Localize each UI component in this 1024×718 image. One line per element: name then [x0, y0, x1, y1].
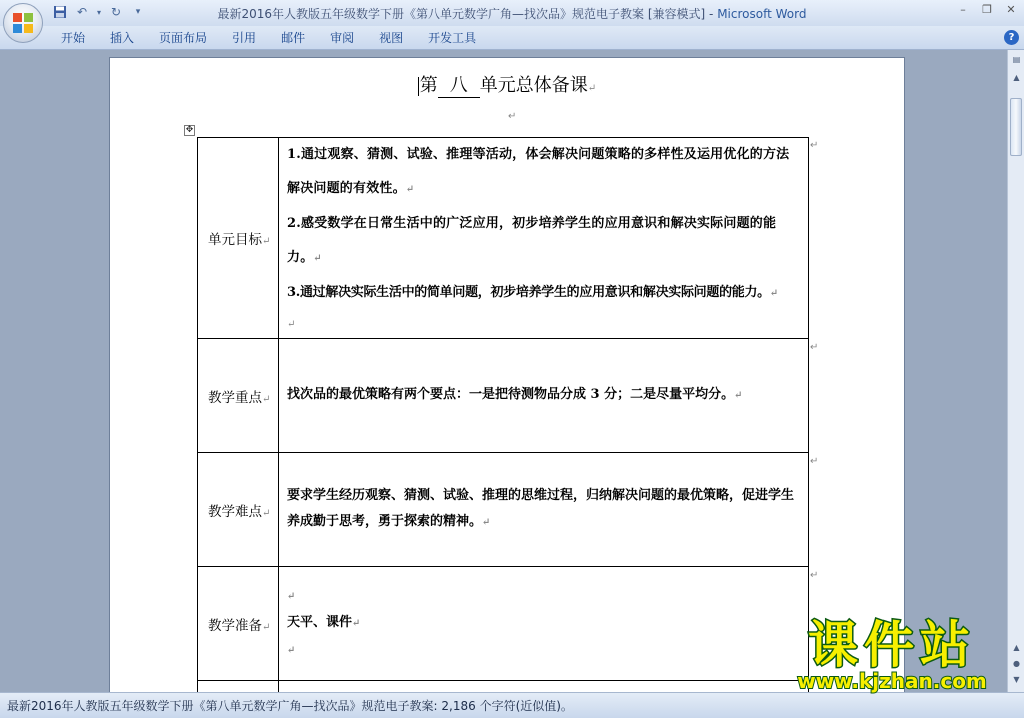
ruler-toggle-icon[interactable]: ▤ [1012, 55, 1021, 64]
doc-heading-suffix: 单元总体备课 [479, 75, 588, 96]
paragraph-mark: ↵ [287, 591, 296, 602]
cell-mark: ↵ [262, 621, 271, 633]
preparation-text: 天平、课件 [287, 615, 353, 630]
key-points-text: 找次品的最优策略有两个要点：一是把待测物品分成 3 分；二是尽量平均分。 [287, 387, 735, 402]
kjzhan-watermark-logo [778, 614, 1006, 694]
goal-item [287, 276, 802, 311]
undo-icon[interactable]: ↶ [76, 5, 88, 19]
cell-mark: ↵ [262, 236, 271, 247]
window-title [0, 5, 1024, 22]
empty-paragraph [287, 583, 802, 610]
minimize-icon[interactable]: – [960, 3, 966, 16]
next-content-cell[interactable] [279, 681, 809, 693]
tab-mailings[interactable]: 邮件 [281, 31, 306, 45]
goals-label-cell[interactable] [198, 138, 279, 339]
paragraph-mark: ↵ [405, 184, 415, 195]
difficulties-label: 教学难点 [208, 503, 262, 520]
select-browse-object-icon[interactable]: ● [1013, 659, 1020, 668]
status-bar [0, 692, 1024, 718]
row-end-mark: ↵ [810, 140, 819, 151]
empty-paragraph [287, 637, 802, 664]
redo-icon[interactable]: ↻ [110, 5, 122, 19]
tab-insert[interactable]: 插入 [110, 31, 135, 45]
difficulties-label-cell[interactable] [198, 453, 279, 567]
title-bar [0, 0, 1024, 26]
tab-home[interactable]: 开始 [61, 31, 86, 45]
key-points-text-line [287, 382, 802, 409]
paragraph-mark: ↵ [287, 645, 296, 656]
next-page-icon[interactable]: ▼ [1013, 675, 1020, 684]
paragraph-mark: ↵ [352, 618, 361, 629]
preparation-label-cell[interactable] [198, 567, 279, 681]
window-controls [956, 3, 1018, 16]
table-move-handle-icon[interactable]: ✥ [185, 125, 194, 135]
paragraph-mark: ↵ [482, 517, 491, 528]
document-area [0, 50, 1007, 692]
doc-heading-prefix: 第 [419, 75, 438, 96]
difficulties-text: 要求学生经历观察、猜测、试验、推理的思维过程，归纳解决问题的最优策略，促进学生养成勤于思考，勇于探索的精神。 [287, 488, 795, 529]
paragraph-mark: ↵ [587, 83, 597, 94]
tab-page-layout[interactable]: 页面布局 [159, 31, 208, 45]
doc-heading-unit-number: 八 [438, 71, 480, 98]
vertical-scrollbar[interactable] [1007, 50, 1024, 692]
cell-mark: ↵ [262, 393, 271, 405]
paragraph-mark: ↵ [734, 390, 743, 401]
paragraph-mark: ↵ [769, 288, 778, 299]
tab-view[interactable]: 视图 [379, 31, 404, 45]
scroll-up-icon[interactable]: ▲ [1013, 73, 1020, 82]
doc-heading [110, 71, 904, 98]
goal-item [287, 138, 802, 207]
watermark-title: 课件站 [808, 616, 976, 674]
row-end-mark: ↵ [810, 342, 819, 353]
previous-page-icon[interactable]: ▲ [1013, 643, 1020, 652]
paragraph-mark: ↵ [313, 253, 322, 264]
goal-item-text: 3.通过解决实际生活中的简单问题，初步培养学生的应用意识和解决实际问题的能力。 [287, 285, 770, 300]
office-button[interactable] [3, 3, 43, 43]
status-text: 最新2016年人教版五年级数学下册《第八单元数学广角—找次品》规范电子教案: 2,186 个字符(近似值)。 [7, 699, 573, 713]
watermark-url: www.kjzhan.com [797, 669, 987, 693]
goals-label: 单元目标 [208, 232, 262, 248]
cell-mark: ↵ [262, 507, 271, 519]
preparation-label: 教学准备 [208, 617, 262, 634]
key-points-label: 教学重点 [208, 389, 262, 406]
empty-paragraph [287, 311, 802, 338]
lesson-plan-table [197, 137, 809, 692]
preparation-text-line [287, 610, 802, 637]
tab-developer[interactable]: 开发工具 [428, 31, 477, 45]
table-row [198, 138, 809, 339]
undo-dropdown-icon[interactable]: ▾ [96, 7, 101, 17]
ribbon [0, 26, 1024, 50]
table-row [198, 567, 809, 681]
document-page[interactable] [110, 58, 904, 692]
document-title-text: 最新2016年人教版五年级数学下册《第八单元数学广角—找次品》规范电子教案 [兼容模式] - [217, 7, 718, 21]
difficulties-text-line [287, 483, 802, 536]
goal-item-text: 1.通过观察、猜测、试验、推理等活动，体会解决问题策略的多样性及运用优化的方法解决问题的有效性。 [287, 147, 790, 196]
preparation-content-cell[interactable] [279, 567, 809, 681]
app-name: Microsoft Word [717, 7, 807, 21]
customize-qat-icon[interactable]: ▾ [135, 7, 141, 17]
table-row [198, 681, 809, 693]
goal-item [287, 207, 802, 276]
key-points-content-cell[interactable] [279, 339, 809, 453]
office-logo-icon [10, 10, 36, 36]
row-end-mark: ↵ [810, 456, 819, 467]
paragraph-mark: ↵ [287, 319, 296, 330]
table-row [198, 339, 809, 453]
next-label-cell[interactable] [198, 681, 279, 693]
ribbon-tabs [50, 30, 490, 46]
tab-review[interactable]: 审阅 [330, 31, 355, 45]
key-points-label-cell[interactable] [198, 339, 279, 453]
paragraph-mark: ↵ [508, 111, 517, 122]
help-icon[interactable]: ? [1004, 30, 1019, 45]
scrollbar-thumb[interactable] [1010, 98, 1022, 156]
difficulties-content-cell[interactable] [279, 453, 809, 567]
close-icon[interactable]: ✕ [1006, 3, 1016, 16]
goal-item-text: 2.感受数学在日常生活中的广泛应用，初步培养学生的应用意识和解决实际问题的能力。 [287, 216, 777, 265]
restore-icon[interactable]: ❐ [982, 3, 992, 16]
row-end-mark: ↵ [810, 570, 819, 581]
text-cursor [418, 77, 419, 96]
table-row [198, 453, 809, 567]
tab-references[interactable]: 引用 [232, 31, 257, 45]
goals-content-cell[interactable] [279, 138, 809, 339]
